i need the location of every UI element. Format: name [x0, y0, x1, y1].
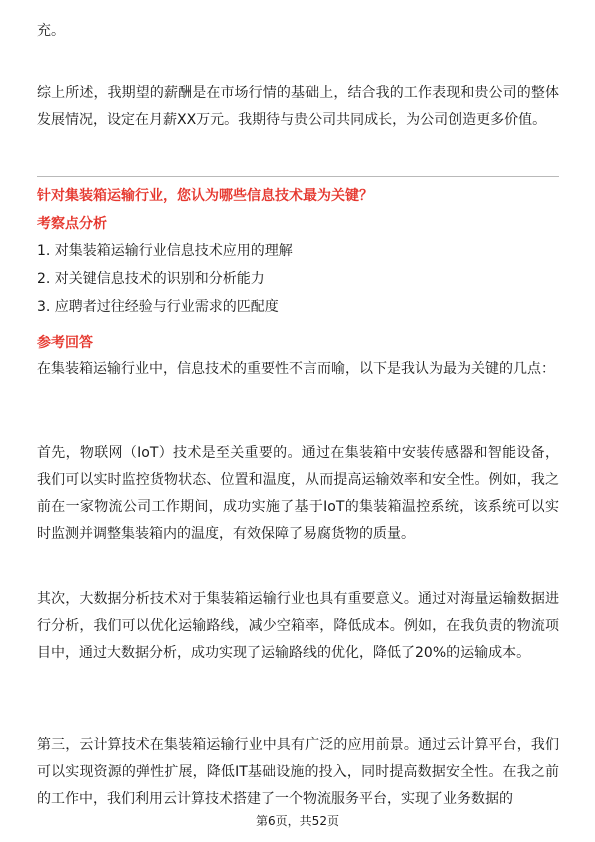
- answer-paragraph: 首先，物联网（IoT）技术是至关重要的。通过在集装箱中安装传感器和智能设备，我们可以实时监控货物状态、位置和温度，从而提高运输效率和安全性。例如，我之前在一家物流公司工作期间，成功实施了基于IoT的集装箱温控系统，该系统可以实时监测并调整集装箱内的温度，有效保障了易腐货物的质量。: [37, 445, 559, 542]
- analysis-item: 2. 对关键信息技术的识别和分析能力: [37, 271, 265, 287]
- answer-paragraph: 第三，云计算技术在集装箱运输行业中具有广泛的应用前景。通过云计算平台，我们可以实现资源的弹性扩展，降低IT基础设施的投入，同时提高数据安全性。在我之前的工作中，我们利用云计算技术搭建了一个物流服务平台，实现了业务数据的: [37, 737, 559, 807]
- intro-tail-text: 充。: [37, 23, 65, 39]
- answer-paragraph: 在集装箱运输行业中，信息技术的重要性不言而喻，以下是我认为最为关键的几点：: [37, 361, 555, 377]
- analysis-item: 1. 对集装箱运输行业信息技术应用的理解: [37, 243, 293, 259]
- analysis-heading: 考察点分析: [37, 216, 107, 232]
- question-heading: 针对集装箱运输行业，您认为哪些信息技术最为关键？: [37, 188, 373, 204]
- answer-paragraph: 其次，大数据分析技术对于集装箱运输行业也具有重要意义。通过对海量运输数据进行分析，我们可以优化运输路线，减少空箱率，降低成本。例如，在我负责的物流项目中，通过大数据分析，成功实现了运输路线的优化，降低了20%的运输成本。: [37, 591, 559, 661]
- page-number-footer: 第6页，共52页: [256, 814, 339, 828]
- summary-paragraph: 综上所述，我期望的薪酬是在市场行情的基础上，结合我的工作表现和贵公司的整体发展情况，设定在月薪XX万元。我期待与贵公司共同成长，为公司创造更多价值。: [37, 85, 559, 128]
- section-divider: [37, 176, 559, 177]
- analysis-item: 3. 应聘者过往经验与行业需求的匹配度: [37, 299, 279, 315]
- answer-heading: 参考回答: [37, 335, 93, 351]
